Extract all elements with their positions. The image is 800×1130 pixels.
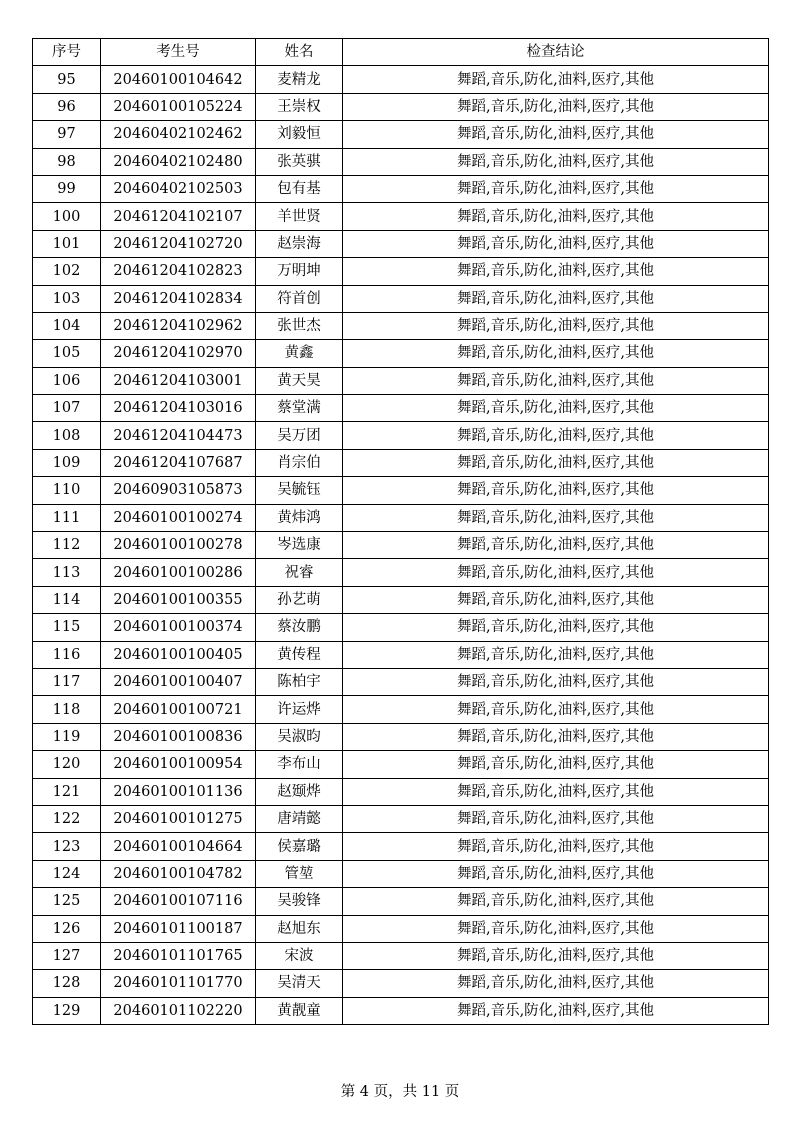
cell-result: 舞蹈,音乐,防化,油料,医疗,其他 — [343, 66, 769, 93]
cell-result: 舞蹈,音乐,防化,油料,医疗,其他 — [343, 449, 769, 476]
cell-result: 舞蹈,音乐,防化,油料,医疗,其他 — [343, 175, 769, 202]
cell-name: 万明坤 — [256, 258, 343, 285]
cell-result: 舞蹈,音乐,防化,油料,医疗,其他 — [343, 93, 769, 120]
table-row — [33, 915, 769, 942]
table-row — [33, 395, 769, 422]
table-row — [33, 942, 769, 969]
cell-seq: 127 — [33, 942, 101, 969]
cell-exam-id: 20460100100836 — [101, 723, 256, 750]
cell-name: 刘毅恒 — [256, 121, 343, 148]
cell-seq: 125 — [33, 888, 101, 915]
cell-name: 王崇权 — [256, 93, 343, 120]
cell-exam-id: 20461204102962 — [101, 312, 256, 339]
cell-exam-id: 20460101102220 — [101, 997, 256, 1024]
cell-exam-id: 20460100100954 — [101, 751, 256, 778]
cell-exam-id: 20460903105873 — [101, 477, 256, 504]
cell-name: 陈柏宇 — [256, 668, 343, 695]
cell-exam-id: 20460100100407 — [101, 668, 256, 695]
cell-exam-id: 20460100100374 — [101, 614, 256, 641]
cell-exam-id: 20460100104664 — [101, 833, 256, 860]
cell-exam-id: 20460101100187 — [101, 915, 256, 942]
page-footer: 第 4 页，共 11 页 — [340, 1084, 460, 1100]
cell-exam-id: 20460100100278 — [101, 532, 256, 559]
cell-exam-id: 20460402102503 — [101, 175, 256, 202]
cell-result: 舞蹈,音乐,防化,油料,医疗,其他 — [343, 312, 769, 339]
cell-result: 舞蹈,音乐,防化,油料,医疗,其他 — [343, 121, 769, 148]
cell-result: 舞蹈,音乐,防化,油料,医疗,其他 — [343, 230, 769, 257]
cell-seq: 98 — [33, 148, 101, 175]
cell-result: 舞蹈,音乐,防化,油料,医疗,其他 — [343, 614, 769, 641]
cell-seq: 121 — [33, 778, 101, 805]
cell-result: 舞蹈,音乐,防化,油料,医疗,其他 — [343, 778, 769, 805]
cell-result: 舞蹈,音乐,防化,油料,医疗,其他 — [343, 942, 769, 969]
cell-result: 舞蹈,音乐,防化,油料,医疗,其他 — [343, 586, 769, 613]
cell-name: 蔡堂满 — [256, 395, 343, 422]
cell-result: 舞蹈,音乐,防化,油料,医疗,其他 — [343, 532, 769, 559]
cell-name: 吴淑昀 — [256, 723, 343, 750]
cell-name: 赵崇海 — [256, 230, 343, 257]
cell-seq: 120 — [33, 751, 101, 778]
table-row — [33, 230, 769, 257]
table-row — [33, 93, 769, 120]
cell-result: 舞蹈,音乐,防化,油料,医疗,其他 — [343, 477, 769, 504]
cell-exam-id: 20460101101765 — [101, 942, 256, 969]
cell-exam-id: 20461204102823 — [101, 258, 256, 285]
cell-name: 张英骐 — [256, 148, 343, 175]
cell-result: 舞蹈,音乐,防化,油料,医疗,其他 — [343, 997, 769, 1024]
cell-seq: 129 — [33, 997, 101, 1024]
cell-seq: 102 — [33, 258, 101, 285]
cell-name: 岑选康 — [256, 532, 343, 559]
cell-exam-id: 20460100107116 — [101, 888, 256, 915]
cell-exam-id: 20460402102462 — [101, 121, 256, 148]
cell-result: 舞蹈,音乐,防化,油料,医疗,其他 — [343, 751, 769, 778]
cell-seq: 115 — [33, 614, 101, 641]
cell-result: 舞蹈,音乐,防化,油料,医疗,其他 — [343, 668, 769, 695]
cell-result: 舞蹈,音乐,防化,油料,医疗,其他 — [343, 367, 769, 394]
cell-seq: 95 — [33, 66, 101, 93]
cell-seq: 108 — [33, 422, 101, 449]
cell-result: 舞蹈,音乐,防化,油料,医疗,其他 — [343, 723, 769, 750]
table-row — [33, 668, 769, 695]
cell-seq: 111 — [33, 504, 101, 531]
cell-exam-id: 20460101101770 — [101, 970, 256, 997]
cell-exam-id: 20460100100274 — [101, 504, 256, 531]
cell-name: 孙艺萌 — [256, 586, 343, 613]
cell-result: 舞蹈,音乐,防化,油料,医疗,其他 — [343, 833, 769, 860]
cell-name: 祝睿 — [256, 559, 343, 586]
cell-name: 吴清天 — [256, 970, 343, 997]
cell-seq: 126 — [33, 915, 101, 942]
table-row — [33, 175, 769, 202]
cell-exam-id: 20460402102480 — [101, 148, 256, 175]
cell-exam-id: 20460100100286 — [101, 559, 256, 586]
table-row — [33, 449, 769, 476]
cell-result: 舞蹈,音乐,防化,油料,医疗,其他 — [343, 340, 769, 367]
cell-name: 蔡汝鹏 — [256, 614, 343, 641]
cell-seq: 104 — [33, 312, 101, 339]
cell-seq: 119 — [33, 723, 101, 750]
table-row — [33, 312, 769, 339]
cell-name: 吴万团 — [256, 422, 343, 449]
table-row — [33, 121, 769, 148]
table-row — [33, 970, 769, 997]
table-row — [33, 340, 769, 367]
table-row — [33, 504, 769, 531]
cell-name: 麦精龙 — [256, 66, 343, 93]
cell-exam-id: 20460100105224 — [101, 93, 256, 120]
cell-result: 舞蹈,音乐,防化,油料,医疗,其他 — [343, 148, 769, 175]
cell-name: 黄炜鸿 — [256, 504, 343, 531]
cell-seq: 113 — [33, 559, 101, 586]
cell-exam-id: 20461204103016 — [101, 395, 256, 422]
table-row — [33, 532, 769, 559]
cell-name: 肖宗伯 — [256, 449, 343, 476]
table-row — [33, 367, 769, 394]
cell-result: 舞蹈,音乐,防化,油料,医疗,其他 — [343, 559, 769, 586]
cell-exam-id: 20461204102107 — [101, 203, 256, 230]
header-seq: 序号 — [33, 39, 101, 66]
cell-exam-id: 20460100100405 — [101, 641, 256, 668]
cell-seq: 117 — [33, 668, 101, 695]
cell-exam-id: 20460100100355 — [101, 586, 256, 613]
cell-name: 黄鑫 — [256, 340, 343, 367]
cell-exam-id: 20460100101275 — [101, 805, 256, 832]
table-row — [33, 148, 769, 175]
table-row — [33, 997, 769, 1024]
header-result: 检查结论 — [343, 39, 769, 66]
cell-name: 黄靓童 — [256, 997, 343, 1024]
cell-seq: 100 — [33, 203, 101, 230]
cell-name: 侯嘉璐 — [256, 833, 343, 860]
table-row — [33, 203, 769, 230]
cell-seq: 114 — [33, 586, 101, 613]
cell-name: 羊世贤 — [256, 203, 343, 230]
cell-result: 舞蹈,音乐,防化,油料,医疗,其他 — [343, 860, 769, 887]
cell-seq: 128 — [33, 970, 101, 997]
cell-exam-id: 20461204102970 — [101, 340, 256, 367]
cell-name: 黄天昊 — [256, 367, 343, 394]
cell-seq: 123 — [33, 833, 101, 860]
cell-result: 舞蹈,音乐,防化,油料,医疗,其他 — [343, 285, 769, 312]
cell-exam-id: 20461204102720 — [101, 230, 256, 257]
cell-exam-id: 20461204104473 — [101, 422, 256, 449]
cell-name: 管堃 — [256, 860, 343, 887]
cell-result: 舞蹈,音乐,防化,油料,医疗,其他 — [343, 915, 769, 942]
cell-name: 李布山 — [256, 751, 343, 778]
cell-name: 符首创 — [256, 285, 343, 312]
cell-exam-id: 20460100100721 — [101, 696, 256, 723]
cell-seq: 112 — [33, 532, 101, 559]
table-row — [33, 559, 769, 586]
table-body — [33, 66, 769, 1025]
cell-result: 舞蹈,音乐,防化,油料,医疗,其他 — [343, 504, 769, 531]
cell-name: 赵旭东 — [256, 915, 343, 942]
cell-exam-id: 20460100104642 — [101, 66, 256, 93]
table-row — [33, 586, 769, 613]
cell-seq: 124 — [33, 860, 101, 887]
cell-name: 吴骏锋 — [256, 888, 343, 915]
cell-exam-id: 20461204102834 — [101, 285, 256, 312]
cell-seq: 103 — [33, 285, 101, 312]
table-row — [33, 641, 769, 668]
cell-name: 许运烨 — [256, 696, 343, 723]
table-row — [33, 477, 769, 504]
cell-name: 张世杰 — [256, 312, 343, 339]
cell-name: 包有基 — [256, 175, 343, 202]
cell-name: 宋波 — [256, 942, 343, 969]
cell-seq: 107 — [33, 395, 101, 422]
table-row — [33, 833, 769, 860]
cell-seq: 116 — [33, 641, 101, 668]
cell-name: 黄传程 — [256, 641, 343, 668]
cell-seq: 96 — [33, 93, 101, 120]
cell-seq: 118 — [33, 696, 101, 723]
table-row — [33, 285, 769, 312]
cell-name: 赵颋烨 — [256, 778, 343, 805]
cell-exam-id: 20460100104782 — [101, 860, 256, 887]
cell-name: 唐靖懿 — [256, 805, 343, 832]
table-row — [33, 723, 769, 750]
cell-result: 舞蹈,音乐,防化,油料,医疗,其他 — [343, 970, 769, 997]
cell-seq: 122 — [33, 805, 101, 832]
cell-seq: 101 — [33, 230, 101, 257]
table-row — [33, 696, 769, 723]
table-row — [33, 751, 769, 778]
table-row — [33, 888, 769, 915]
cell-result: 舞蹈,音乐,防化,油料,医疗,其他 — [343, 395, 769, 422]
table-row — [33, 805, 769, 832]
cell-seq: 97 — [33, 121, 101, 148]
cell-result: 舞蹈,音乐,防化,油料,医疗,其他 — [343, 888, 769, 915]
cell-result: 舞蹈,音乐,防化,油料,医疗,其他 — [343, 203, 769, 230]
cell-result: 舞蹈,音乐,防化,油料,医疗,其他 — [343, 258, 769, 285]
cell-result: 舞蹈,音乐,防化,油料,医疗,其他 — [343, 422, 769, 449]
table-row — [33, 778, 769, 805]
exam-results-table — [32, 38, 769, 1025]
cell-result: 舞蹈,音乐,防化,油料,医疗,其他 — [343, 641, 769, 668]
table-row — [33, 422, 769, 449]
cell-seq: 99 — [33, 175, 101, 202]
cell-result: 舞蹈,音乐,防化,油料,医疗,其他 — [343, 696, 769, 723]
table-row — [33, 860, 769, 887]
table-row — [33, 66, 769, 93]
cell-result: 舞蹈,音乐,防化,油料,医疗,其他 — [343, 805, 769, 832]
table-row — [33, 614, 769, 641]
table-row — [33, 258, 769, 285]
header-exam-id: 考生号 — [101, 39, 256, 66]
cell-seq: 106 — [33, 367, 101, 394]
cell-seq: 110 — [33, 477, 101, 504]
cell-name: 吴毓钰 — [256, 477, 343, 504]
cell-seq: 105 — [33, 340, 101, 367]
cell-exam-id: 20460100101136 — [101, 778, 256, 805]
cell-exam-id: 20461204107687 — [101, 449, 256, 476]
header-name: 姓名 — [256, 39, 343, 66]
table-header-row — [33, 39, 769, 66]
cell-seq: 109 — [33, 449, 101, 476]
cell-exam-id: 20461204103001 — [101, 367, 256, 394]
